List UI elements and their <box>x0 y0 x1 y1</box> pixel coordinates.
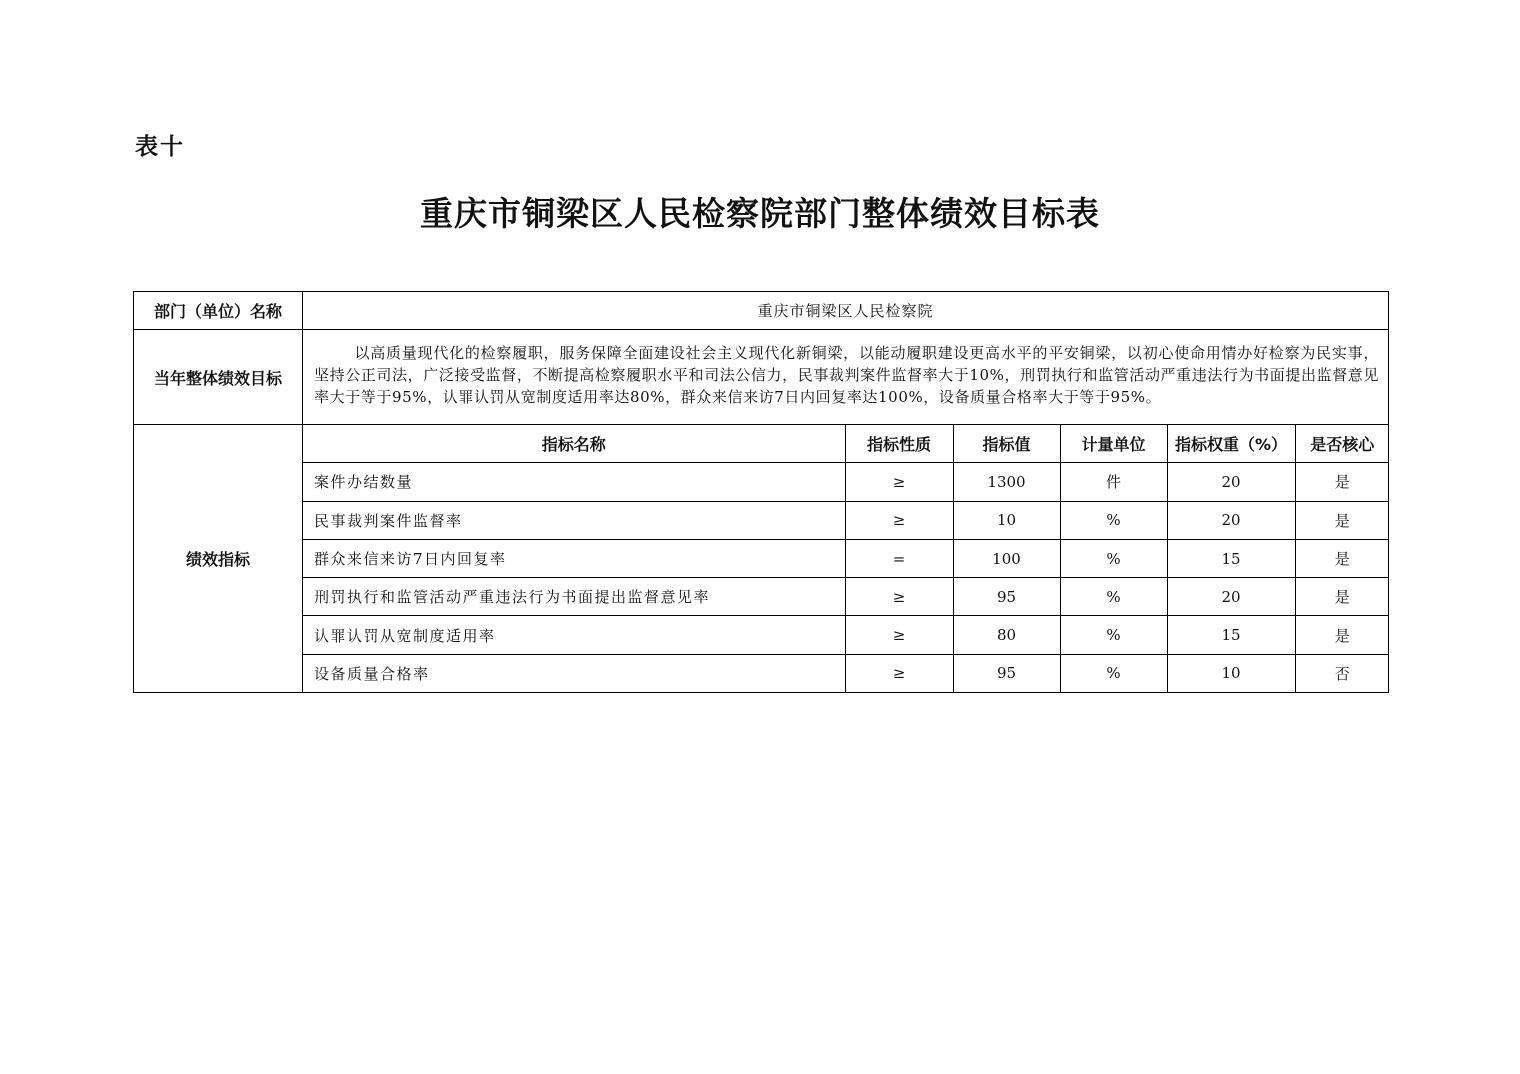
indicators-row <box>134 425 1389 693</box>
indicator-weight: 20 <box>1167 501 1295 539</box>
indicator-unit: % <box>1060 539 1167 577</box>
performance-goal-table <box>133 291 1389 693</box>
indicator-nature: ≥ <box>845 616 953 654</box>
col-header-name: 指标名称 <box>303 425 845 463</box>
indicator-core: 是 <box>1295 578 1389 616</box>
indicator-weight: 15 <box>1167 616 1295 654</box>
indicator-nature: ≥ <box>845 578 953 616</box>
table-row <box>303 539 1389 577</box>
indicator-unit: % <box>1060 654 1167 692</box>
indicator-core: 是 <box>1295 463 1389 501</box>
indicator-name: 案件办结数量 <box>303 463 845 501</box>
indicator-name: 设备质量合格率 <box>303 654 845 692</box>
indicator-name: 民事裁判案件监督率 <box>303 501 845 539</box>
indicator-nature: = <box>845 539 953 577</box>
indicator-weight: 10 <box>1167 654 1295 692</box>
indicator-weight: 20 <box>1167 463 1295 501</box>
indicator-weight: 15 <box>1167 539 1295 577</box>
col-header-unit: 计量单位 <box>1060 425 1167 463</box>
indicator-unit: 件 <box>1060 463 1167 501</box>
indicators-header-row <box>303 425 1389 463</box>
annual-goal-label: 当年整体绩效目标 <box>134 330 303 425</box>
indicator-unit: % <box>1060 501 1167 539</box>
indicator-value: 80 <box>953 616 1060 654</box>
indicator-nature: ≥ <box>845 463 953 501</box>
indicator-value: 1300 <box>953 463 1060 501</box>
indicator-value: 100 <box>953 539 1060 577</box>
indicator-core: 否 <box>1334 664 1350 683</box>
document-title: 重庆市铜梁区人民检察院部门整体绩效目标表 <box>420 194 1100 233</box>
indicator-nature: ≥ <box>845 654 953 692</box>
indicator-nature: ≥ <box>845 501 953 539</box>
indicator-name: 群众来信来访7日内回复率 <box>303 539 845 577</box>
annual-goal-row <box>134 330 1389 425</box>
col-header-core: 是否核心 <box>1295 425 1389 463</box>
table-row <box>303 578 1389 616</box>
table-row <box>303 501 1389 539</box>
indicator-core: 是 <box>1295 501 1389 539</box>
table-row <box>303 616 1389 654</box>
col-header-value: 指标值 <box>953 425 1060 463</box>
indicator-name: 认罪认罚从宽制度适用率 <box>303 616 845 654</box>
indicator-unit: % <box>1060 616 1167 654</box>
indicator-value: 95 <box>953 654 1060 692</box>
col-header-weight: 指标权重（%） <box>1167 425 1295 463</box>
indicator-core: 是 <box>1295 616 1389 654</box>
table-number-label: 表十 <box>135 134 185 160</box>
indicator-unit: % <box>1060 578 1167 616</box>
annual-goal-text: 以高质量现代化的检察履职，服务保障全面建设社会主义现代化新铜梁，以能动履职建设更高水平的平安铜梁，以初心使命用情办好检察为民实事，坚持公正司法，广泛接受监督，不断提高检察履职水平和司法公信力，民事裁判案件监督率大于10%，刑罚执行和监管活动严重违法行为书面提出监督意见率大于等于95%，认罪认罚从宽制度适用率达80%，群众来信来访7日内回复率达100%，设备质量合格率大于等于95%。 <box>303 330 1389 425</box>
department-label: 部门（单位）名称 <box>134 292 303 330</box>
indicator-name: 刑罚执行和监管活动严重违法行为书面提出监督意见率 <box>303 578 845 616</box>
indicator-weight: 20 <box>1167 578 1295 616</box>
department-value: 重庆市铜梁区人民检察院 <box>303 292 1389 330</box>
indicator-value: 95 <box>953 578 1060 616</box>
indicator-value: 10 <box>953 501 1060 539</box>
table-row <box>303 654 1389 692</box>
department-row <box>134 292 1389 330</box>
col-header-nature: 指标性质 <box>845 425 953 463</box>
indicators-label: 绩效指标 <box>134 425 303 693</box>
indicator-core: 是 <box>1295 539 1389 577</box>
table-row <box>303 463 1389 501</box>
indicators-table <box>303 425 1389 692</box>
